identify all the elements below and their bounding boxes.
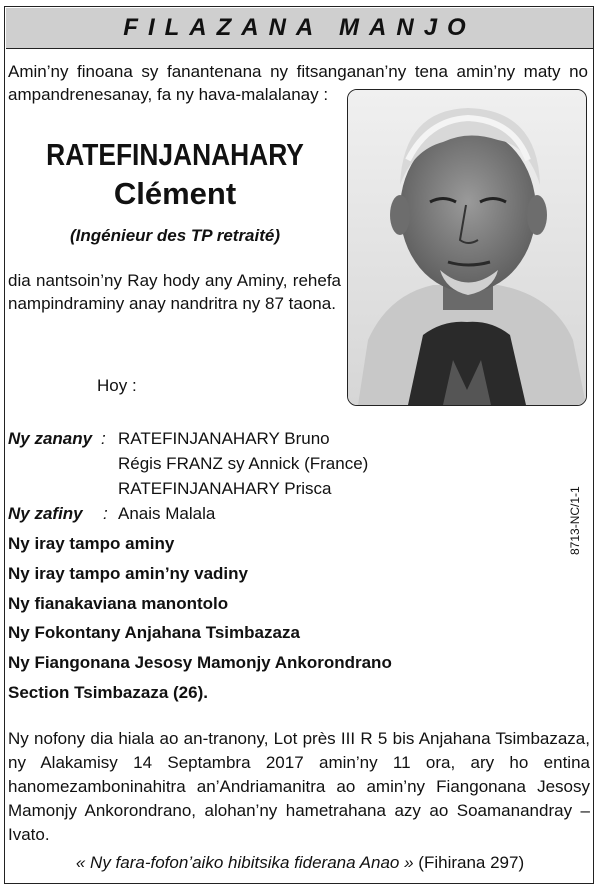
deceased-firstname: Clément: [113, 176, 237, 211]
family-line: Ny fianakaviana manontolo: [8, 594, 229, 613]
family-line: Ny Fiangonana Jesosy Mamonjy Ankorondrano: [8, 653, 392, 672]
family-line: Ny iray tampo aminy: [8, 534, 175, 553]
banner-title: FILAZANA MANJO: [123, 14, 476, 41]
family-line: Section Tsimbazaza (26).: [8, 683, 208, 702]
quote-line: [0, 851, 600, 874]
hoy-label: Hoy :: [97, 376, 137, 395]
zafiny-label: Ny zafiny: [8, 504, 83, 523]
zanany-label: Ny zanany: [8, 429, 93, 448]
zanany-name-3: RATEFINJANAHARY Prisca: [118, 479, 332, 498]
reference-code: 8713-NC/1-1: [568, 486, 582, 555]
banner: [6, 8, 593, 49]
quote-text: « Ny fara-fofon’aiko hibitsika fiderana Anao »: [75, 853, 414, 872]
zanany-name-2: Régis FRANZ sy Annick (France): [118, 454, 369, 473]
zanany-colon: :: [101, 429, 106, 448]
deceased-title: (Ingénieur des TP retraité): [69, 226, 281, 245]
deceased-surname: RATEFINJANAHARY: [46, 137, 304, 172]
family-line: Ny Fokontany Anjahana Tsimbazaza: [8, 623, 300, 642]
quote-reference: (Fihirana 297): [418, 853, 525, 872]
family-line: Ny iray tampo amin’ny vadiny: [8, 564, 248, 583]
portrait-photo: [347, 89, 587, 406]
funeral-notice: Ny nofony dia hiala ao an-tranony, Lot près III R 5 bis Anjahana Tsimbazaza, ny Alakamisy 14 Septambra 2017 amin’ny 11 ora, ary ho entina hanomezamboninahitra an’Andriamanitra ao amin’ny Fiangonana Jesosy Mamonjy Ankorondrano, alohan’ny hametrahana azy ao Soamanandray – Ivato.: [8, 729, 590, 844]
death-text: dia nantsoin’ny Ray hody any Aminy, rehefa nampindraminy anay nandritra ny 87 taona.: [8, 271, 341, 313]
portrait-image: [348, 90, 586, 405]
zafiny-name: Anais Malala: [118, 504, 216, 523]
zanany-name-1: RATEFINJANAHARY Bruno: [118, 429, 330, 448]
zafiny-colon: :: [103, 504, 108, 523]
intro-text: Amin’ny finoana sy fanantenana ny fitsanganan’ny tena amin’ny maty no ampandrenesanay, fa ny hava-malalanay :: [8, 62, 588, 104]
